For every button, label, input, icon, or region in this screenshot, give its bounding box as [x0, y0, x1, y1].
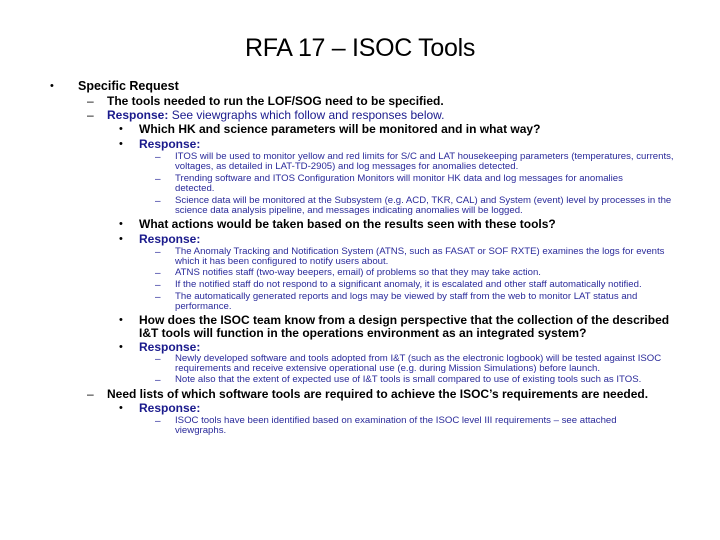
q1-detail: Trending software and ITOS Configuration Monitors will monitor HK data and log messages for anomalies detected. [175, 173, 623, 195]
bullet-icon: • [119, 138, 123, 150]
dash-icon: – [155, 280, 161, 291]
dash-icon: – [155, 375, 161, 386]
bullet-icon: • [119, 233, 123, 245]
q2-detail: If the notified staff do not respond to a significant anomaly, it is escalated and other staff automatically notified. [175, 279, 642, 290]
response-line [107, 108, 445, 122]
dash-icon: – [87, 94, 94, 108]
question-design-line2: I&T tools will function in the operations environment as an integrated system? [139, 326, 587, 340]
q2-detail: The automatically generated reports and logs may be viewed by staff from the web to monitor LAT status and performance. [175, 291, 638, 313]
slide-title: RFA 17 – ISOC Tools [244, 34, 476, 62]
tools-needed-text: The tools needed to run the LOF/SOG need to be specified. [107, 94, 444, 108]
bullet-icon: • [119, 402, 123, 414]
bullet-icon: • [119, 218, 123, 230]
question-actions: What actions would be taken based on the results seen with these tools? [139, 217, 556, 231]
dash-icon: – [155, 174, 161, 185]
q1-detail: ITOS will be used to monitor yellow and red limits for S/C and LAT housekeeping parameters (temperatures, currents, voltages, as detailed in LAT-TD-2905) and log messages for anomalies detected. [175, 151, 674, 173]
need-lists-detail: ISOC tools have been identified based on examination of the ISOC level III requirements – see attached viewgraphs. [175, 415, 617, 437]
q2-response-label: Response: [139, 232, 201, 246]
specific-request-heading: Specific Request [78, 79, 179, 93]
q2-detail: ATNS notifies staff (two-way beepers, email) of problems so that they may take action. [175, 267, 541, 278]
need-lists-text: Need lists of which software tools are required to achieve the ISOC’s requirements are needed. [107, 387, 649, 401]
dash-icon: – [155, 354, 161, 365]
q3-detail: Newly developed software and tools adopted from I&T (such as the electronic logbook) will be tested against ISOC requirements and receive extensive operational use (e.g. during Mission Simulations) before launch. [175, 353, 662, 375]
dash-icon: – [87, 387, 94, 401]
bullet-icon: • [50, 80, 54, 92]
dash-icon: – [155, 152, 161, 163]
need-lists-response-label: Response: [139, 401, 201, 415]
dash-icon: – [155, 247, 161, 258]
dash-icon: – [155, 292, 161, 303]
q1-response-label: Response: [139, 137, 201, 151]
q2-detail: The Anomaly Tracking and Notification System (ATNS, such as FASAT or SOF RXTE) examines the logs for events which it has been configured to notify users about. [175, 246, 665, 268]
dash-icon: – [87, 108, 94, 122]
q3-response-label: Response: [139, 340, 201, 354]
question-hk-science: Which HK and science parameters will be monitored and in what way? [139, 122, 541, 136]
bullet-icon: • [119, 341, 123, 353]
dash-icon: – [155, 268, 161, 279]
response-label: Response: [107, 108, 169, 122]
response-text: See viewgraphs which follow and responses below. [168, 108, 445, 122]
dash-icon: – [155, 196, 161, 207]
q3-detail: Note also that the extent of expected use of I&T tools is small compared to use of existing tools such as ITOS. [175, 374, 642, 385]
bullet-icon: • [119, 123, 123, 135]
bullet-icon: • [119, 314, 123, 326]
dash-icon: – [155, 416, 161, 427]
q1-detail: Science data will be monitored at the Subsystem (e.g. ACD, TKR, CAL) and System (event) level by processes in the science data analysis pipeline, and messages indicating anomalies will be logged. [175, 195, 672, 217]
question-design-line1: How does the ISOC team know from a design perspective that the collection of the described [139, 313, 670, 327]
